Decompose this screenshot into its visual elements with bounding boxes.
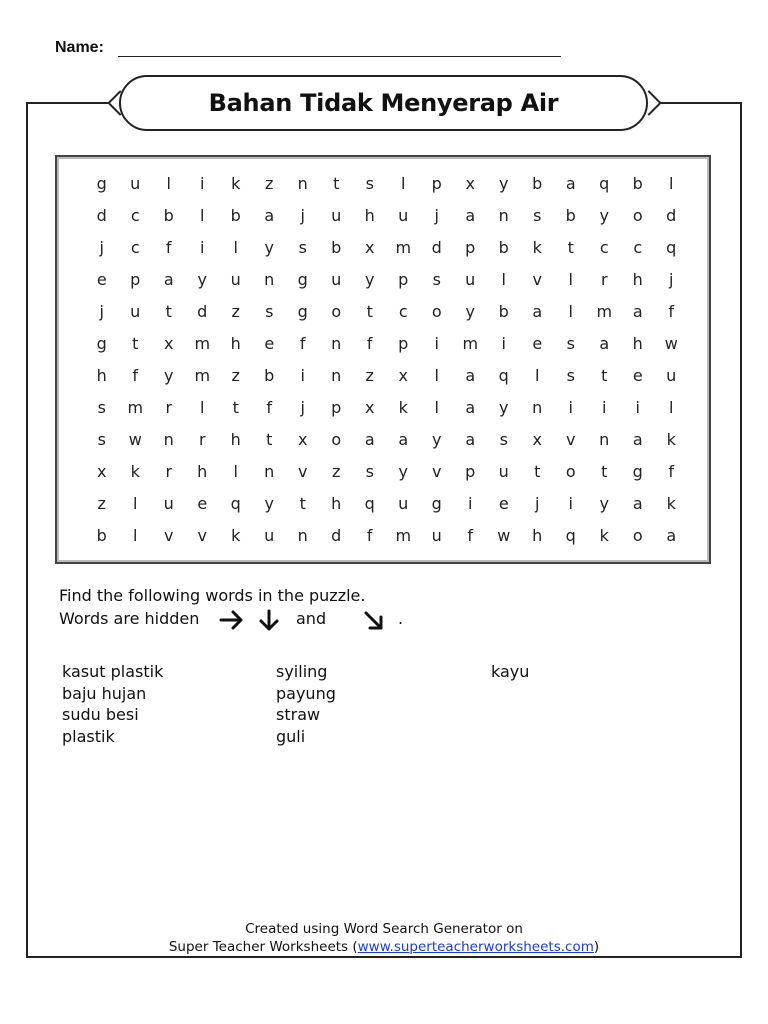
grid-letter: s [298, 238, 307, 257]
grid-letter: b [532, 174, 543, 193]
word-list-column-1 [62, 661, 163, 747]
grid-letter: u [331, 206, 342, 225]
grid-letter: p [398, 270, 409, 289]
grid-letter: l [568, 302, 573, 321]
grid-letter: p [465, 238, 476, 257]
grid-letter: z [332, 462, 341, 481]
worksheet-title: Bahan Tidak Menyerap Air [208, 89, 559, 117]
grid-letter: m [596, 302, 613, 321]
grid-letter: k [231, 174, 241, 193]
grid-letter: l [535, 366, 540, 385]
grid-letter: b [230, 206, 241, 225]
grid-letter: x [298, 430, 308, 449]
instruction-line-1: Find the following words in the puzzle. [59, 586, 366, 605]
grid-letter: x [465, 174, 475, 193]
grid-letter: u [666, 366, 677, 385]
letter-grid [85, 168, 688, 552]
grid-letter: j [99, 302, 104, 321]
footer-link[interactable]: www.superteacherworksheets.com [357, 939, 594, 955]
word-item: straw [276, 705, 321, 724]
grid-letter: m [127, 398, 144, 417]
grid-letter: g [431, 494, 442, 513]
grid-letter: b [632, 174, 643, 193]
word-item: syiling [276, 662, 328, 681]
grid-letter: l [434, 398, 439, 417]
grid-letter: y [164, 366, 174, 385]
grid-letter: b [96, 526, 107, 545]
grid-letter: n [331, 366, 342, 385]
grid-letter: s [566, 366, 575, 385]
grid-letter: u [264, 526, 275, 545]
grid-letter: z [365, 366, 374, 385]
grid-letter: b [264, 366, 275, 385]
grid-letter: l [200, 206, 205, 225]
frame-top-right-border [648, 102, 742, 104]
grid-letter: g [297, 270, 308, 289]
grid-letter: k [532, 238, 542, 257]
grid-letter: q [666, 238, 677, 257]
grid-letter: o [565, 462, 576, 481]
grid-letter: k [231, 526, 241, 545]
grid-letter: q [364, 494, 375, 513]
title-banner [119, 75, 648, 131]
grid-letter: l [233, 238, 238, 257]
grid-letter: c [130, 238, 140, 257]
grid-letter: u [230, 270, 241, 289]
grid-letter: l [669, 174, 674, 193]
grid-letter: y [499, 398, 509, 417]
grid-letter: a [163, 270, 174, 289]
grid-letter: d [96, 206, 107, 225]
grid-letter: m [194, 334, 211, 353]
grid-letter: d [431, 238, 442, 257]
grid-letter: a [465, 206, 476, 225]
grid-letter: y [398, 462, 408, 481]
grid-letter: d [331, 526, 342, 545]
grid-letter: t [366, 302, 373, 321]
grid-letter: p [431, 174, 442, 193]
grid-letter: a [632, 494, 643, 513]
grid-letter: i [468, 494, 473, 513]
grid-letter: h [632, 334, 643, 353]
grid-letter: v [432, 462, 442, 481]
grid-letter: q [599, 174, 610, 193]
grid-letter: s [499, 430, 508, 449]
grid-letter: t [333, 174, 340, 193]
grid-letter: s [365, 174, 374, 193]
grid-letter: o [632, 526, 643, 545]
grid-letter: r [165, 398, 173, 417]
grid-letter: i [200, 174, 205, 193]
grid-letter: n [498, 206, 509, 225]
grid-letter: a [465, 430, 476, 449]
grid-letter: l [133, 526, 138, 545]
grid-letter: o [331, 430, 342, 449]
grid-letter: t [165, 302, 172, 321]
name-label: Name: [55, 39, 104, 56]
grid-letter: s [533, 206, 542, 225]
instruction-period: . [398, 609, 404, 628]
footer-line-2 [0, 939, 768, 955]
grid-letter: h [230, 334, 241, 353]
grid-letter: p [398, 334, 409, 353]
grid-letter: m [395, 238, 412, 257]
grid-letter: h [364, 206, 375, 225]
grid-letter: q [565, 526, 576, 545]
grid-letter: j [535, 494, 540, 513]
grid-letter: b [498, 238, 509, 257]
grid-letter: u [465, 270, 476, 289]
grid-letter: h [96, 366, 107, 385]
grid-letter: x [164, 334, 174, 353]
grid-letter: z [97, 494, 106, 513]
grid-letter: c [633, 238, 643, 257]
grid-letter: t [601, 366, 608, 385]
grid-letter: k [666, 430, 676, 449]
grid-letter: c [130, 206, 140, 225]
grid-letter: f [467, 526, 474, 545]
grid-letter: a [465, 398, 476, 417]
grid-letter: y [365, 270, 375, 289]
grid-letter: x [532, 430, 542, 449]
grid-letter: k [398, 398, 408, 417]
grid-letter: u [498, 462, 509, 481]
grid-letter: f [266, 398, 273, 417]
grid-letter: l [434, 366, 439, 385]
grid-letter: a [565, 174, 576, 193]
grid-letter: t [266, 430, 273, 449]
grid-letter: w [664, 334, 678, 353]
word-item: kayu [491, 662, 530, 681]
grid-letter: m [194, 366, 211, 385]
grid-letter: y [599, 494, 609, 513]
grid-letter: i [501, 334, 506, 353]
grid-letter: t [601, 462, 608, 481]
grid-letter: y [432, 430, 442, 449]
grid-letter: a [632, 430, 643, 449]
grid-letter: t [534, 462, 541, 481]
grid-letter: y [499, 174, 509, 193]
grid-letter: z [231, 302, 240, 321]
word-item: kasut plastik [62, 662, 164, 681]
grid-letter: t [232, 398, 239, 417]
word-item: guli [276, 726, 306, 746]
grid-letter: x [365, 398, 375, 417]
grid-letter: f [366, 526, 373, 545]
grid-letter: i [434, 334, 439, 353]
grid-letter: z [231, 366, 240, 385]
name-input-line[interactable] [118, 56, 561, 57]
grid-letter: i [568, 398, 573, 417]
grid-letter: f [299, 334, 306, 353]
grid-letter: y [465, 302, 475, 321]
grid-letter: g [632, 462, 643, 481]
grid-letter: h [230, 430, 241, 449]
grid-letter: l [401, 174, 406, 193]
grid-letter: s [265, 302, 274, 321]
grid-letter: y [599, 206, 609, 225]
grid-letter: q [230, 494, 241, 513]
grid-letter: i [635, 398, 640, 417]
grid-letter: a [666, 526, 677, 545]
grid-letter: n [297, 174, 308, 193]
grid-letter: f [165, 238, 172, 257]
grid-letter: g [96, 174, 107, 193]
grid-letter: j [300, 398, 305, 417]
right-arrow-icon [219, 609, 245, 631]
grid-letter: o [331, 302, 342, 321]
grid-letter: u [331, 270, 342, 289]
grid-letter: u [130, 174, 141, 193]
footer-line-1: Created using Word Search Generator on [245, 921, 523, 937]
grid-letter: o [632, 206, 643, 225]
grid-letter: f [668, 462, 675, 481]
grid-letter: r [600, 270, 608, 289]
grid-letter: h [632, 270, 643, 289]
grid-letter: a [398, 430, 409, 449]
grid-letter: e [264, 334, 275, 353]
grid-letter: b [331, 238, 342, 257]
footer-prefix: Super Teacher Worksheets ( [168, 939, 358, 955]
grid-letter: f [132, 366, 139, 385]
grid-letter: n [532, 398, 543, 417]
grid-letter: l [568, 270, 573, 289]
grid-letter: z [265, 174, 274, 193]
grid-letter: s [97, 430, 106, 449]
grid-letter: l [200, 398, 205, 417]
footer-suffix: ) [593, 939, 600, 955]
grid-letter: k [599, 526, 609, 545]
grid-letter: x [97, 462, 107, 481]
grid-letter: v [532, 270, 542, 289]
grid-letter: a [532, 302, 543, 321]
grid-letter: l [669, 398, 674, 417]
word-item: payung [276, 683, 336, 703]
grid-letter: d [666, 206, 677, 225]
grid-letter: b [565, 206, 576, 225]
grid-letter: g [96, 334, 107, 353]
grid-letter: r [198, 430, 206, 449]
grid-letter: y [197, 270, 207, 289]
word-item: plastik [62, 726, 115, 746]
grid-letter: n [297, 526, 308, 545]
grid-letter: t [132, 334, 139, 353]
grid-letter: p [130, 270, 141, 289]
grid-letter: f [366, 334, 373, 353]
grid-letter: b [163, 206, 174, 225]
grid-letter: v [566, 430, 576, 449]
instruction-line-2: Words are hidden [59, 609, 200, 628]
grid-letter: a [264, 206, 275, 225]
grid-letter: p [465, 462, 476, 481]
grid-letter: o [431, 302, 442, 321]
grid-letter: j [434, 206, 439, 225]
grid-letter: v [164, 526, 174, 545]
grid-letter: r [165, 462, 173, 481]
grid-letter: n [163, 430, 174, 449]
grid-letter: w [128, 430, 142, 449]
grid-letter: a [364, 430, 375, 449]
instruction-and: and [296, 609, 327, 628]
grid-letter: a [632, 302, 643, 321]
grid-letter: i [568, 494, 573, 513]
grid-letter: e [532, 334, 543, 353]
grid-letter: v [197, 526, 207, 545]
grid-letter: s [432, 270, 441, 289]
grid-letter: n [599, 430, 610, 449]
down-arrow-icon [257, 609, 281, 633]
grid-letter: y [264, 494, 274, 513]
diagonal-down-right-arrow-icon [362, 609, 386, 633]
grid-letter: y [264, 238, 274, 257]
grid-letter: n [264, 462, 275, 481]
grid-letter: i [200, 238, 205, 257]
grid-letter: f [668, 302, 675, 321]
grid-letter: u [130, 302, 141, 321]
word-item: baju hujan [62, 683, 147, 703]
grid-letter: c [398, 302, 408, 321]
grid-letter: h [197, 462, 208, 481]
grid-letter: l [166, 174, 171, 193]
word-item: sudu besi [62, 705, 139, 724]
word-list-column-2 [276, 661, 336, 747]
grid-letter: n [331, 334, 342, 353]
grid-letter: t [299, 494, 306, 513]
grid-letter: x [398, 366, 408, 385]
grid-letter: m [395, 526, 412, 545]
grid-letter: j [669, 270, 674, 289]
grid-letter: e [498, 494, 509, 513]
grid-letter: g [297, 302, 308, 321]
grid-letter: s [566, 334, 575, 353]
grid-letter: t [567, 238, 574, 257]
grid-letter: h [532, 526, 543, 545]
grid-letter: d [197, 302, 208, 321]
grid-letter: s [97, 398, 106, 417]
grid-letter: x [365, 238, 375, 257]
grid-letter: u [163, 494, 174, 513]
grid-letter: i [300, 366, 305, 385]
grid-letter: p [331, 398, 342, 417]
grid-letter: i [602, 398, 607, 417]
grid-letter: w [497, 526, 511, 545]
grid-letter: q [498, 366, 509, 385]
word-list-column-3 [491, 661, 529, 683]
grid-letter: v [298, 462, 308, 481]
grid-letter: a [599, 334, 610, 353]
grid-letter: c [599, 238, 609, 257]
grid-letter: e [632, 366, 643, 385]
grid-letter: u [398, 206, 409, 225]
grid-letter: a [465, 366, 476, 385]
grid-letter: k [666, 494, 676, 513]
grid-letter: l [501, 270, 506, 289]
grid-letter: l [233, 462, 238, 481]
grid-letter: n [264, 270, 275, 289]
grid-letter: u [431, 526, 442, 545]
grid-letter: h [331, 494, 342, 513]
grid-letter: j [300, 206, 305, 225]
grid-letter: m [462, 334, 479, 353]
grid-letter: u [398, 494, 409, 513]
grid-letter: s [365, 462, 374, 481]
grid-letter: l [133, 494, 138, 513]
grid-letter: k [130, 462, 140, 481]
grid-letter: e [96, 270, 107, 289]
grid-letter: b [498, 302, 509, 321]
grid-letter: j [99, 238, 104, 257]
grid-letter: e [197, 494, 208, 513]
